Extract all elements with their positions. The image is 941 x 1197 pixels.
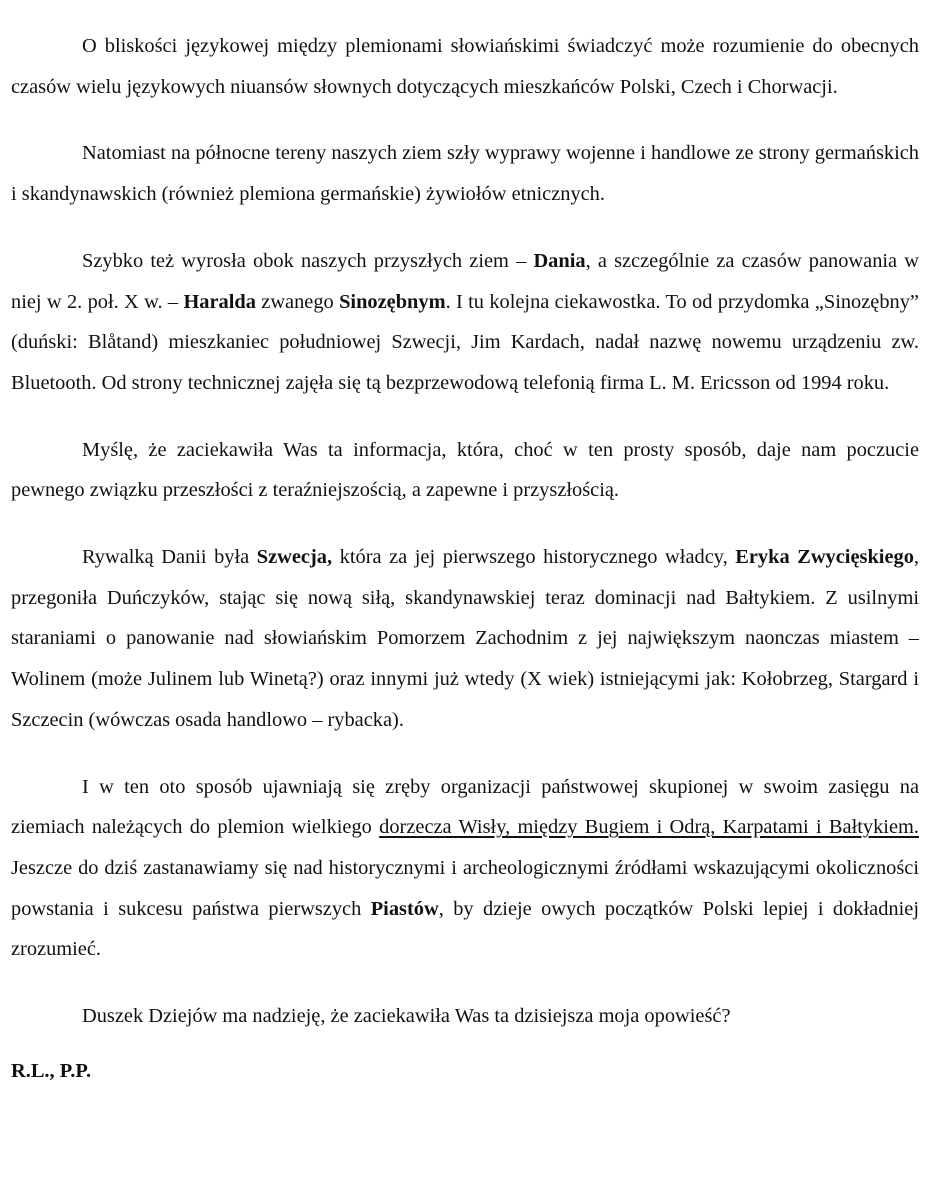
author-signature: R.L., P.P. — [11, 1059, 92, 1082]
text-run: , by dzieje owych początków Polski lepiej i dokładniej zrozumieć. — [11, 897, 919, 961]
text-run: Duszek Dziejów ma nadzieję, że zaciekawiła Was ta dzisiejsza moja opowieść? — [82, 1005, 731, 1028]
text-run: Myślę, że zaciekawiła Was ta informacja, która, choć w ten prosty sposób, daje nam poczucie pewnego związku przeszłości z teraźniejszością, a zapewne i przyszłością. — [11, 438, 919, 502]
text-run: która za jej pierwszego historycznego władcy, — [332, 546, 736, 569]
bold-term-szwecja: Szwecja, — [256, 546, 333, 569]
bold-term-dania: Dania — [533, 249, 586, 272]
text-run: Rywalką Danii była — [82, 546, 257, 569]
paragraph-northern-expeditions — [11, 133, 919, 214]
text-run: , a szczególnie za czasów panowania w niej w 2. poł. X w. – — [11, 249, 919, 313]
paragraph-state-origins — [11, 767, 919, 971]
bold-term-sinozebnym: Sinozębnym — [339, 290, 446, 313]
text-run: Szybko też wyrosła obok naszych przyszłych ziem – — [82, 249, 534, 272]
document-page — [11, 26, 919, 1091]
text-run: Jeszcze do dziś zastanawiamy się nad historycznymi i archeologicznymi źródłami wskazującymi okoliczności powstania i sukcesu państwa pierwszych — [11, 856, 919, 920]
text-run: O bliskości językowej między plemionami słowiańskimi świadczyć może rozumienie do obecnych czasów wielu językowych niuansów słownych dotyczących mieszkańców Polski, Czech i Chorwacji. — [11, 35, 919, 98]
bold-term-eryka-zwycieskiego: Eryka Zwycięskiego — [735, 546, 914, 569]
underlined-region-description: dorzecza Wisły, między Bugiem i Odrą, Karpatami i Bałtykiem. — [379, 816, 919, 839]
text-run: I w ten oto sposób ujawniają się zręby organizacji państwowej skupionej w swoim zasięgu na ziemiach należących do plemion wielkiego — [11, 775, 919, 839]
text-run: zwanego — [255, 290, 340, 313]
paragraph-past-present — [11, 430, 919, 511]
paragraph-closing-question — [11, 996, 919, 1037]
bold-term-piastow: Piastów — [370, 897, 439, 920]
bold-term-haralda: Haralda — [183, 290, 256, 313]
paragraph-sweden — [11, 537, 919, 741]
paragraph-slavic-tribes — [11, 26, 919, 107]
text-run: . I tu kolejna ciekawostka. To od przydomka „Sinozębny” (duński: Blåtand) mieszkaniec południowej Szwecji, Jim Kardach, nadał nazwę nowemu urządzeniu zw. Bluetooth. Od strony technicznej zajęła się tą bezprzewodową telefonią firma L. M. Ericsson od 1994 roku. — [11, 290, 919, 394]
text-run: , przegoniła Duńczyków, stając się nową siłą, skandynawskiej teraz dominacji nad Bałtykiem. Z usilnymi staraniami o panowanie nad słowiańskim Pomorzem Zachodnim z jej największym naonczas miastem – Wolinem (może Julinem lub Winetą?) oraz innymi już wtedy (X wiek) istniejącymi jak: Kołobrzeg, Stargard i Szczecin (wówczas osada handlowo – rybacka). — [11, 546, 920, 731]
text-run: Natomiast na północne tereny naszych ziem szły wyprawy wojenne i handlowe ze strony germańskich i skandynawskich (również plemiona germańskie) żywiołów etnicznych. — [11, 142, 919, 206]
paragraph-denmark-bluetooth — [11, 241, 919, 404]
